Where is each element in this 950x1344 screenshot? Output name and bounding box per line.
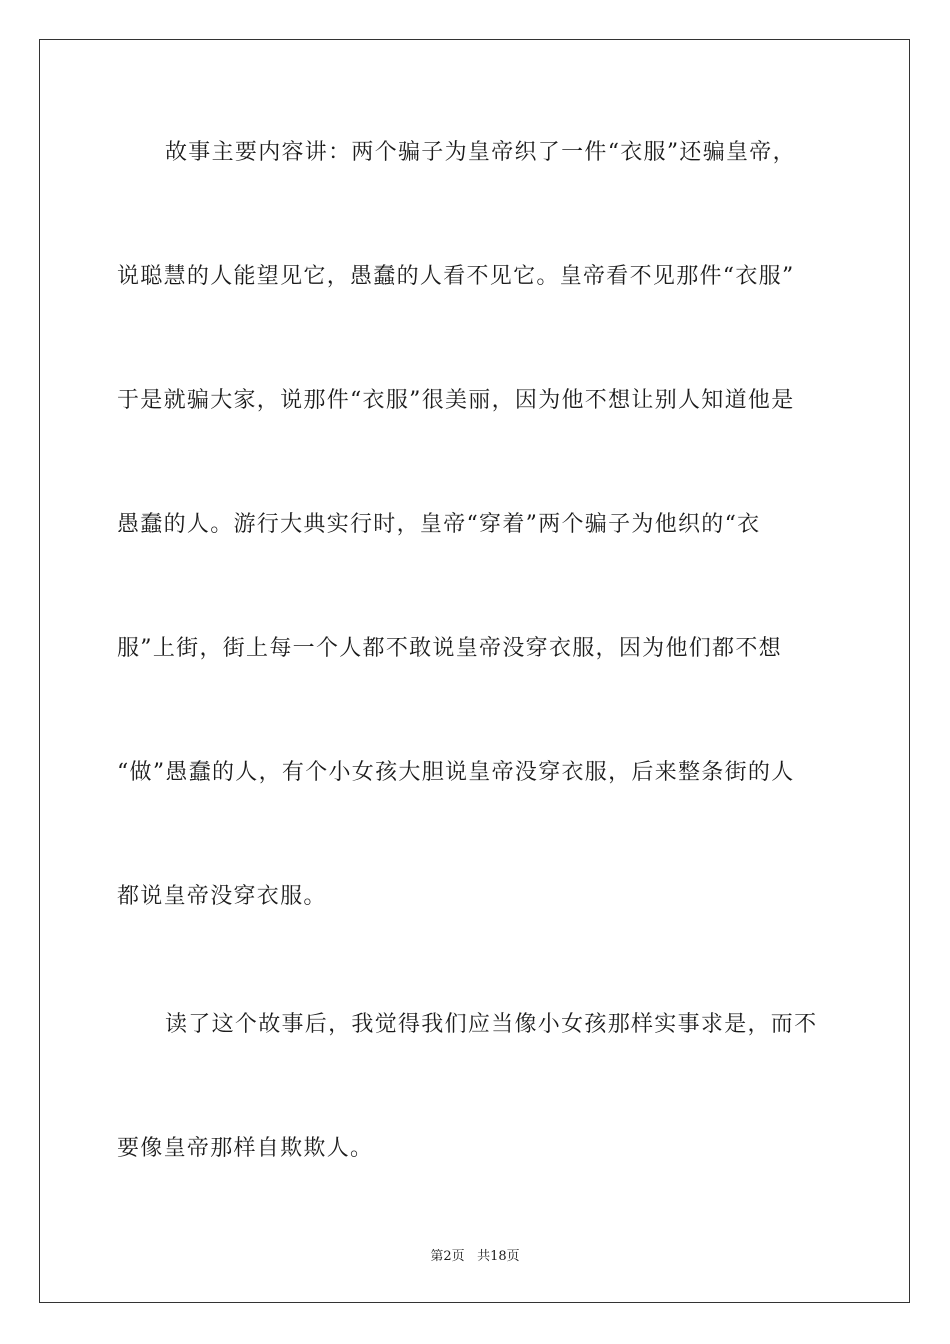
paragraph-line-8: 读了这个故事后，我觉得我们应当像小女孩那样实事求是，而不 (165, 1012, 818, 1037)
paragraph-line-2: 说聪慧的人能望见它，愚蠢的人看不见它。皇帝看不见那件“衣服” (117, 264, 795, 289)
paragraph-line-9: 要像皇帝那样自欺欺人。 (117, 1136, 374, 1161)
page-total: 共18页 (477, 1249, 520, 1264)
paragraph-line-1: 故事主要内容讲：两个骗子为皇帝织了一件“衣服”还骗皇帝， (165, 140, 796, 165)
paragraph-line-3: 于是就骗大家，说那件“衣服”很美丽，因为他不想让别人知道他是 (117, 388, 795, 413)
paragraph-line-4: 愚蠢的人。游行大典实行时，皇帝“穿着”两个骗子为他织的“衣 (117, 512, 761, 537)
page-number: 第2页 (430, 1249, 465, 1264)
paragraph-line-6: “做”愚蠢的人，有个小女孩大胆说皇帝没穿衣服，后来整条街的人 (117, 760, 795, 785)
paragraph-line-5: 服”上街，街上每一个人都不敢说皇帝没穿衣服，因为他们都不想 (117, 636, 782, 661)
paragraph-line-7: 都说皇帝没穿衣服。 (117, 884, 327, 909)
page-border (39, 39, 910, 1303)
page-footer (0, 1248, 950, 1266)
